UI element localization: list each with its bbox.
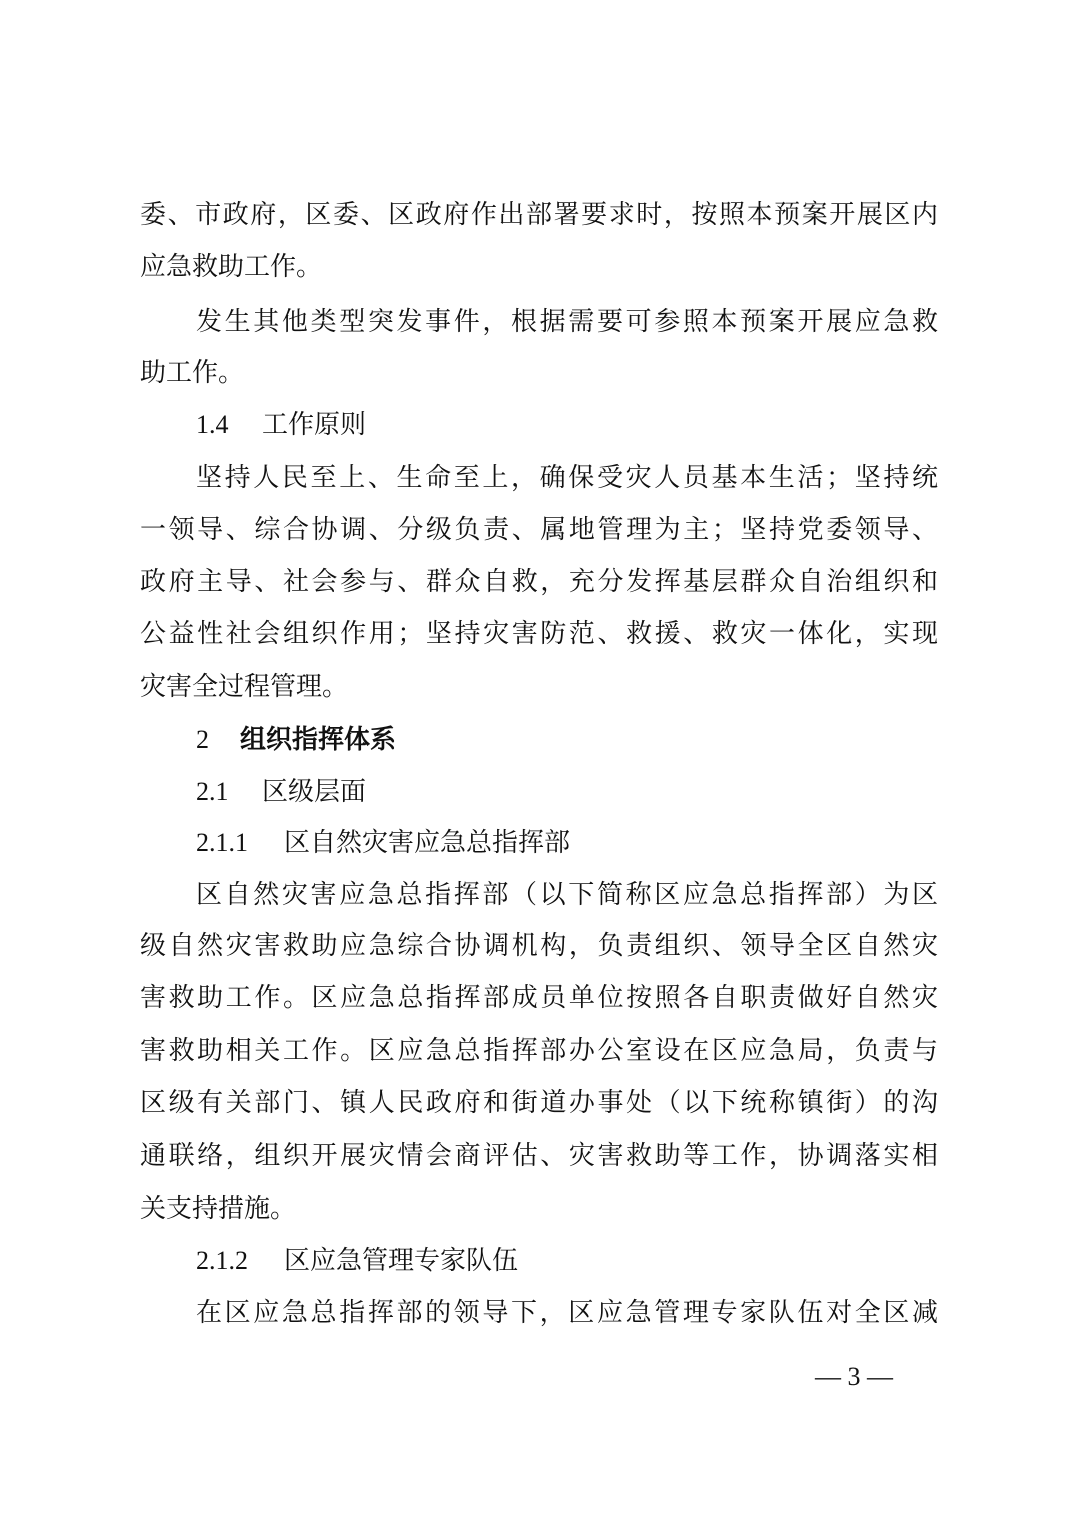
heading-title: 区应急管理专家队伍 (284, 1246, 519, 1276)
text-line: 发生其他类型突发事件，根据需要可参照本预案开展应急救 (196, 307, 938, 337)
text-line: 坚持人民至上、生命至上，确保受灾人员基本生活；坚持统 (196, 463, 938, 493)
text-line: 在区应急总指挥部的领导下，区应急管理专家队伍对全区减 (196, 1298, 938, 1328)
text-line: 区级有关部门、镇人民政府和街道办事处（以下统称镇街）的沟 (140, 1088, 938, 1118)
heading-title: 区级层面 (262, 777, 367, 807)
page-number: — 3 — (815, 1362, 893, 1391)
heading-2 (196, 723, 938, 757)
heading-2-1-2 (196, 1244, 938, 1278)
heading-2-1 (196, 775, 938, 809)
heading-1-4 (196, 408, 938, 442)
text-line: 害救助相关工作。区应急总指挥部办公室设在区应急局，负责与 (140, 1036, 938, 1066)
heading-2-1-1 (196, 826, 938, 860)
text-line: 委、市政府，区委、区政府作出部署要求时，按照本预案开展区内 (140, 200, 938, 230)
heading-number: 2.1.2 (196, 1246, 248, 1275)
text-line: 灾害全过程管理。 (140, 672, 349, 702)
text-line: 助工作。 (140, 358, 245, 388)
text-line: 级自然灾害救助应急综合协调机构，负责组织、领导全区自然灾 (140, 931, 938, 961)
heading-title: 工作原则 (262, 410, 367, 440)
heading-number: 1.4 (196, 410, 229, 439)
text-line: 区自然灾害应急总指挥部（以下简称区应急总指挥部）为区 (196, 880, 938, 910)
text-line: 公益性社会组织作用；坚持灾害防范、救援、救灾一体化，实现 (140, 619, 938, 649)
heading-number: 2 (196, 725, 209, 754)
text-line: 应急救助工作。 (140, 252, 323, 282)
heading-number: 2.1 (196, 777, 229, 806)
text-line: 一领导、综合协调、分级负责、属地管理为主；坚持党委领导、 (140, 515, 938, 545)
text-line: 政府主导、社会参与、群众自救，充分发挥基层群众自治组织和 (140, 567, 938, 597)
heading-title: 区自然灾害应急总指挥部 (284, 828, 571, 858)
heading-title: 组织指挥体系 (240, 725, 397, 755)
text-line: 关支持措施。 (140, 1194, 297, 1224)
text-line: 通联络，组织开展灾情会商评估、灾害救助等工作，协调落实相 (140, 1141, 938, 1171)
heading-number: 2.1.1 (196, 828, 248, 857)
text-line: 害救助工作。区应急总指挥部成员单位按照各自职责做好自然灾 (140, 983, 938, 1013)
